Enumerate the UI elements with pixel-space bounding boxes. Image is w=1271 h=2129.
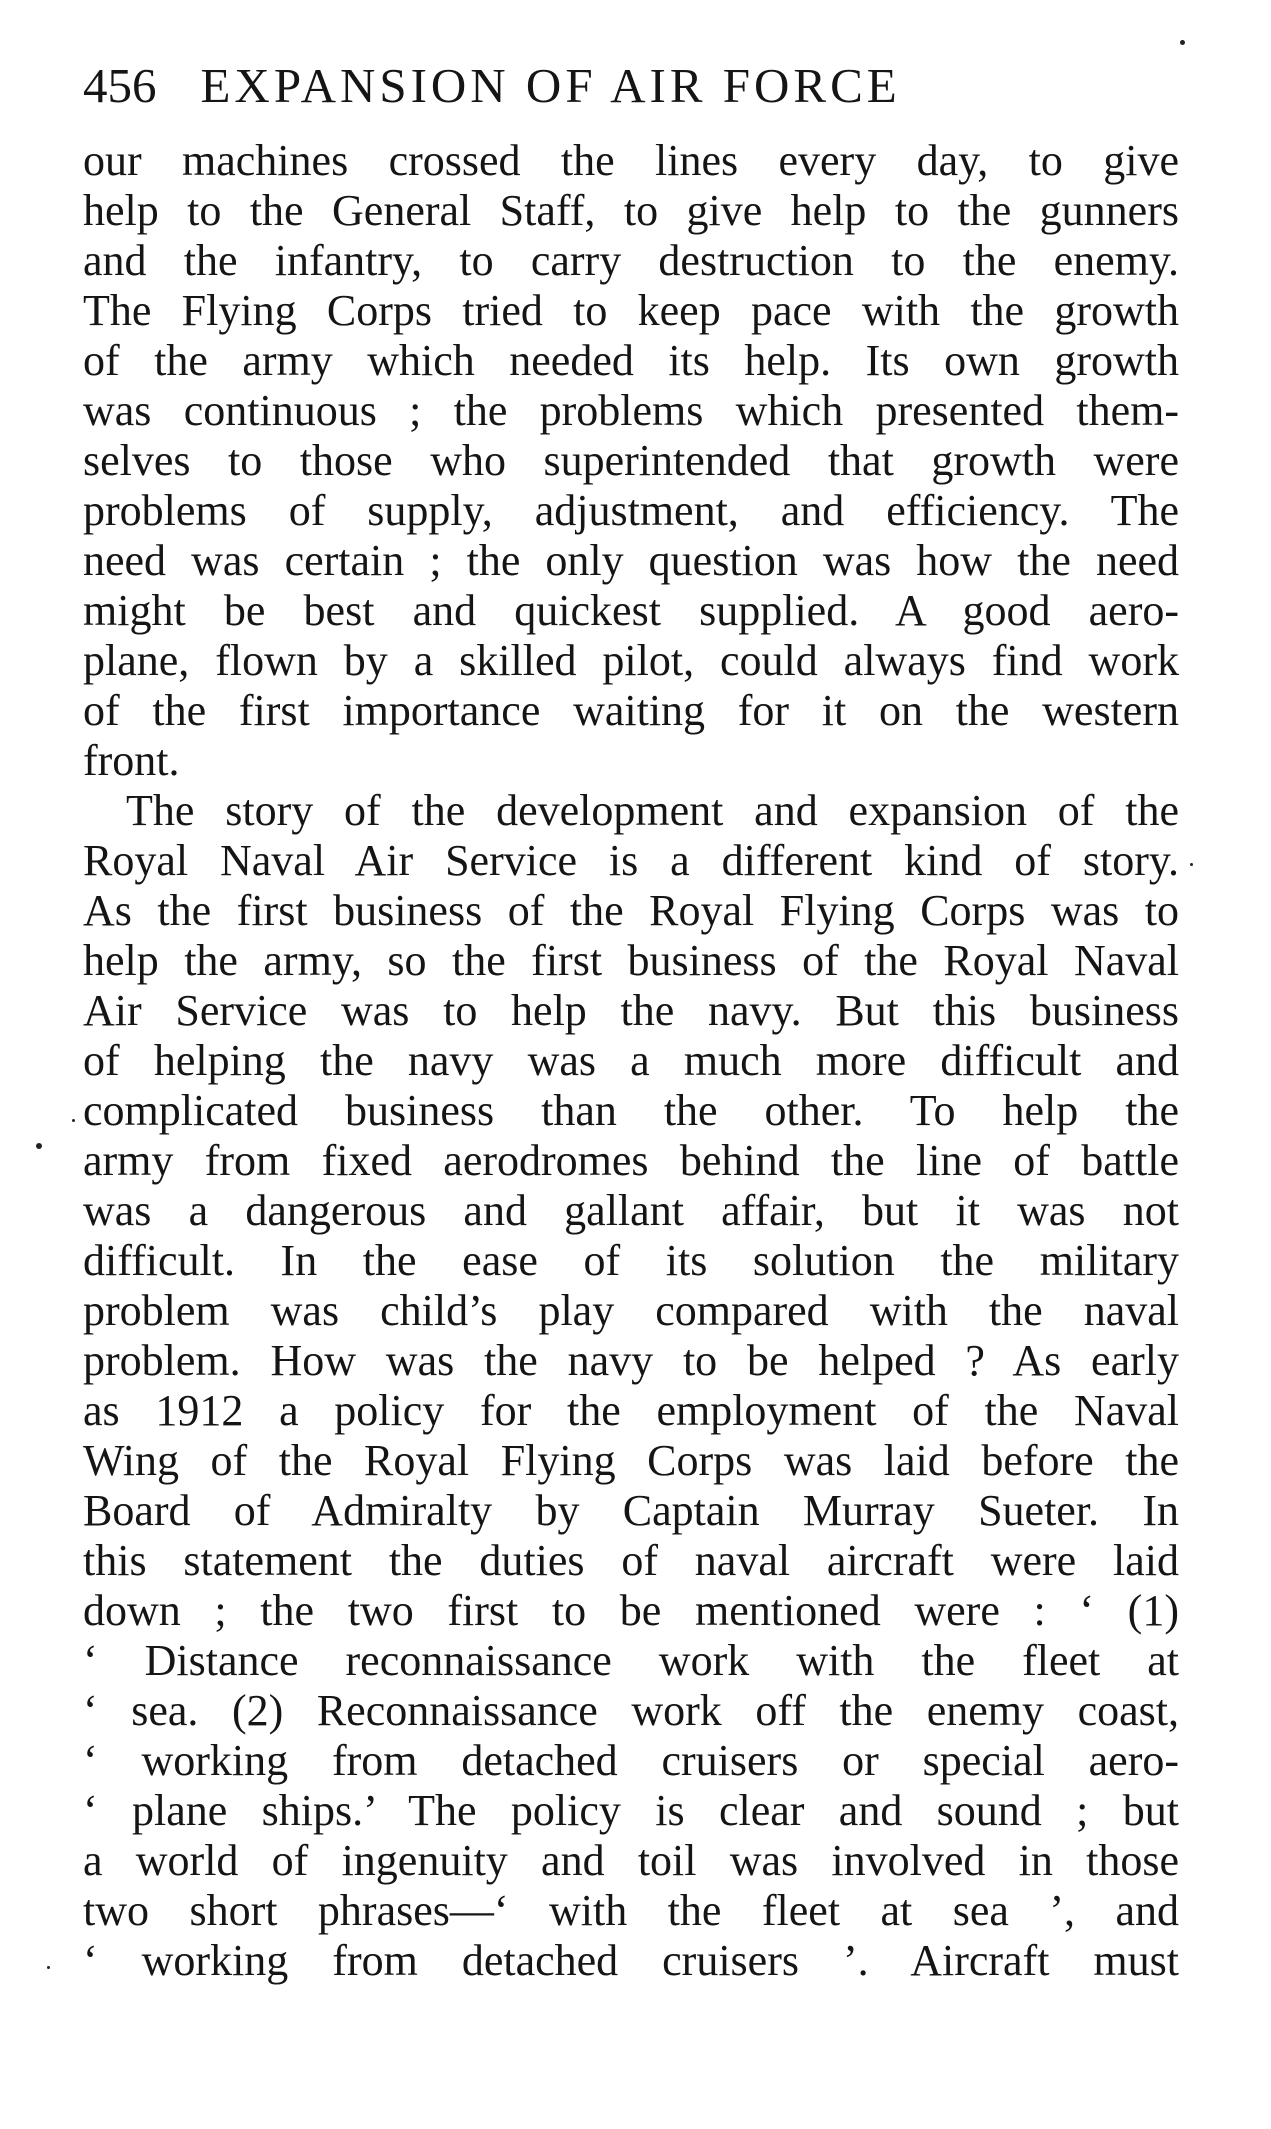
text-line: was continuous ; the problems which presented them- — [83, 386, 1179, 435]
text-line: Air Service was to help the navy. But this business — [83, 986, 1179, 1035]
text-line: need was certain ; the only question was how the need — [83, 536, 1179, 585]
text-line: two short phrases—‘ with the fleet at sea ’, and — [83, 1886, 1179, 1935]
text-line: ‘ Distance reconnaissance work with the fleet at — [83, 1636, 1179, 1685]
text-line: down ; the two first to be mentioned were : ‘ (1) — [83, 1586, 1179, 1635]
text-line: help to the General Staff, to give help to the gunners — [83, 186, 1179, 235]
page-header — [83, 56, 1193, 116]
text-line: problems of supply, adjustment, and efficiency. The — [83, 486, 1179, 535]
page-number: 456 — [83, 58, 157, 113]
text-line: ‘ sea. (2) Reconnaissance work off the enemy coast, — [83, 1686, 1179, 1735]
running-head: EXPANSION OF AIR FORCE — [200, 58, 901, 113]
text-line: Royal Naval Air Service is a different kind of story. — [83, 836, 1179, 885]
text-line: problem was child’s play compared with the naval — [83, 1286, 1179, 1335]
text-line: ‘ working from detached cruisers ’. Aircraft must — [83, 1936, 1179, 1985]
paragraph-1 — [83, 136, 1179, 786]
text-line: as 1912 a policy for the employment of the Naval — [83, 1386, 1179, 1435]
text-line: a world of ingenuity and toil was involved in those — [83, 1836, 1179, 1885]
text-line: of the army which needed its help. Its own growth — [83, 336, 1179, 385]
text-line: complicated business than the other. To help the — [83, 1086, 1179, 1135]
text-line: difficult. In the ease of its solution the military — [83, 1236, 1179, 1285]
text-line: army from fixed aerodromes behind the line of battle — [83, 1136, 1179, 1185]
text-line: plane, flown by a skilled pilot, could always find work — [83, 636, 1179, 685]
text-line: and the infantry, to carry destruction to the enemy. — [83, 236, 1179, 285]
body-text — [83, 136, 1179, 1986]
text-line: problem. How was the navy to be helped ? As early — [83, 1336, 1179, 1385]
text-line: Wing of the Royal Flying Corps was laid before the — [83, 1436, 1179, 1485]
text-line: ‘ working from detached cruisers or special aero- — [83, 1736, 1179, 1785]
text-line: The story of the development and expansion of the — [126, 786, 1179, 835]
text-line: was a dangerous and gallant affair, but it was not — [83, 1186, 1179, 1235]
ink-speck — [72, 1119, 75, 1122]
text-line: of the first importance waiting for it on the western — [83, 686, 1179, 735]
ink-speck — [47, 1966, 50, 1969]
text-line: Board of Admiralty by Captain Murray Sueter. In — [83, 1486, 1179, 1535]
text-line: As the first business of the Royal Flying Corps was to — [83, 886, 1179, 935]
text-line: front. — [83, 736, 180, 785]
text-line: ‘ plane ships.’ The policy is clear and sound ; but — [83, 1786, 1179, 1835]
paragraph-2 — [83, 786, 1179, 1986]
ink-speck — [1190, 863, 1193, 866]
text-line: The Flying Corps tried to keep pace with the growth — [83, 286, 1179, 335]
text-line: selves to those who superintended that growth were — [83, 436, 1179, 485]
text-line: this statement the duties of naval aircraft were laid — [83, 1536, 1179, 1585]
text-line: our machines crossed the lines every day, to give — [83, 136, 1179, 185]
ink-speck — [36, 1143, 42, 1149]
ink-speck — [1180, 40, 1185, 45]
text-line: of helping the navy was a much more difficult and — [83, 1036, 1179, 1085]
text-line: help the army, so the first business of the Royal Naval — [83, 936, 1179, 985]
text-line: might be best and quickest supplied. A good aero- — [83, 586, 1179, 635]
